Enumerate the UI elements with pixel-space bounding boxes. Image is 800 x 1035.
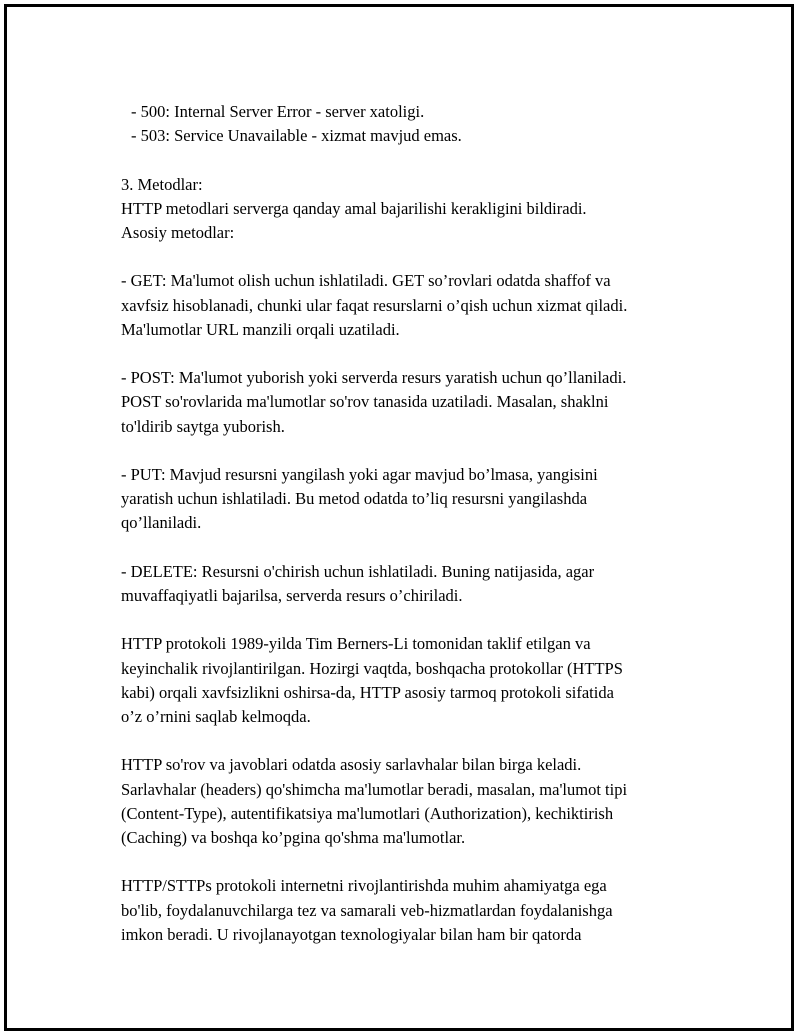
text-line: to'ldirib saytga yuborish. [121, 416, 285, 436]
method-get-paragraph [121, 269, 701, 342]
text-line: (Content-Type), autentifikatsiya ma'lumotlari (Authorization), kechiktirish [121, 803, 614, 823]
section-heading: 3. Metodlar: [121, 174, 203, 194]
text-line: imkon beradi. U rivojlanayotgan texnologiyalar bilan ham bir qatorda [121, 924, 582, 944]
text-line: Asosiy metodlar: [121, 223, 235, 242]
text-line: - POST: Ma'lumot yuborish yoki serverda resurs yaratish uchun qo’llaniladi. [121, 368, 627, 388]
text-line: bo'lib, foydalanuvchilarga tez va samarali veb-hizmatlardan foydalanishga [121, 900, 613, 920]
text-line: yaratish uchun ishlatiladi. Bu metod odatda to’liq resursni yangilashda [121, 489, 588, 509]
text-line: POST so'rovlarida ma'lumotlar so'rov tanasida uzatiladi. Masalan, shaklni [121, 392, 609, 412]
text-line: Ma'lumotlar URL manzili orqali uzatiladi. [121, 319, 400, 339]
text-line: Sarlavhalar (headers) qo'shimcha ma'lumotlar beradi, masalan, ma'lumot tipi [121, 779, 628, 799]
conclusion-paragraph [121, 874, 701, 947]
text-line: (Caching) va boshqa ko’pgina qo'shma ma'lumotlar. [121, 827, 466, 847]
text-line: - GET: Ma'lumot olish uchun ishlatiladi. GET so’rovlari odatda shaffof va [121, 271, 611, 291]
text-line: HTTP protokoli 1989-yilda Tim Berners-Li tomonidan taklif etilgan va [121, 634, 591, 654]
text-line: o’z o’rnini saqlab kelmoqda. [121, 706, 311, 726]
document-body [121, 100, 701, 971]
method-delete-paragraph [121, 560, 701, 608]
document-page [4, 4, 794, 1031]
text-line: xavfsiz hisoblanadi, chunki ular faqat resurslarni o’qish uchun xizmat qiladi. [121, 295, 628, 315]
status-code-list [121, 100, 701, 148]
headers-paragraph [121, 753, 701, 850]
text-line: HTTP so'rov va javoblari odatda asosiy sarlavhalar bilan birga keladi. [121, 755, 582, 775]
status-code-item: - 500: Internal Server Error - server xatoligi. [131, 102, 425, 121]
text-line: HTTP metodlari serverga qanday amal bajarilishi kerakligini bildiradi. [121, 198, 587, 218]
methods-intro-paragraph [121, 173, 701, 246]
method-post-paragraph [121, 366, 701, 439]
status-code-item: - 503: Service Unavailable - xizmat mavjud emas. [131, 126, 462, 146]
text-line: - PUT: Mavjud resursni yangilash yoki agar mavjud bo’lmasa, yangisini [121, 464, 598, 484]
text-line: kabi) orqali xavfsizlikni oshirsa-da, HTTP asosiy tarmoq protokoli sifatida [121, 682, 614, 702]
text-line: HTTP/STTPs protokoli internetni rivojlantirishda muhim ahamiyatga ega [121, 876, 607, 896]
text-line: qo’llaniladi. [121, 513, 202, 533]
text-line: muvaffaqiyatli bajarilsa, serverda resurs o’chiriladi. [121, 585, 463, 605]
history-paragraph [121, 632, 701, 729]
text-line: keyinchalik rivojlantirilgan. Hozirgi vaqtda, boshqacha protokollar (HTTPS [121, 658, 623, 678]
text-line: - DELETE: Resursni o'chirish uchun ishlatiladi. Buning natijasida, agar [121, 561, 595, 581]
method-put-paragraph [121, 463, 701, 536]
